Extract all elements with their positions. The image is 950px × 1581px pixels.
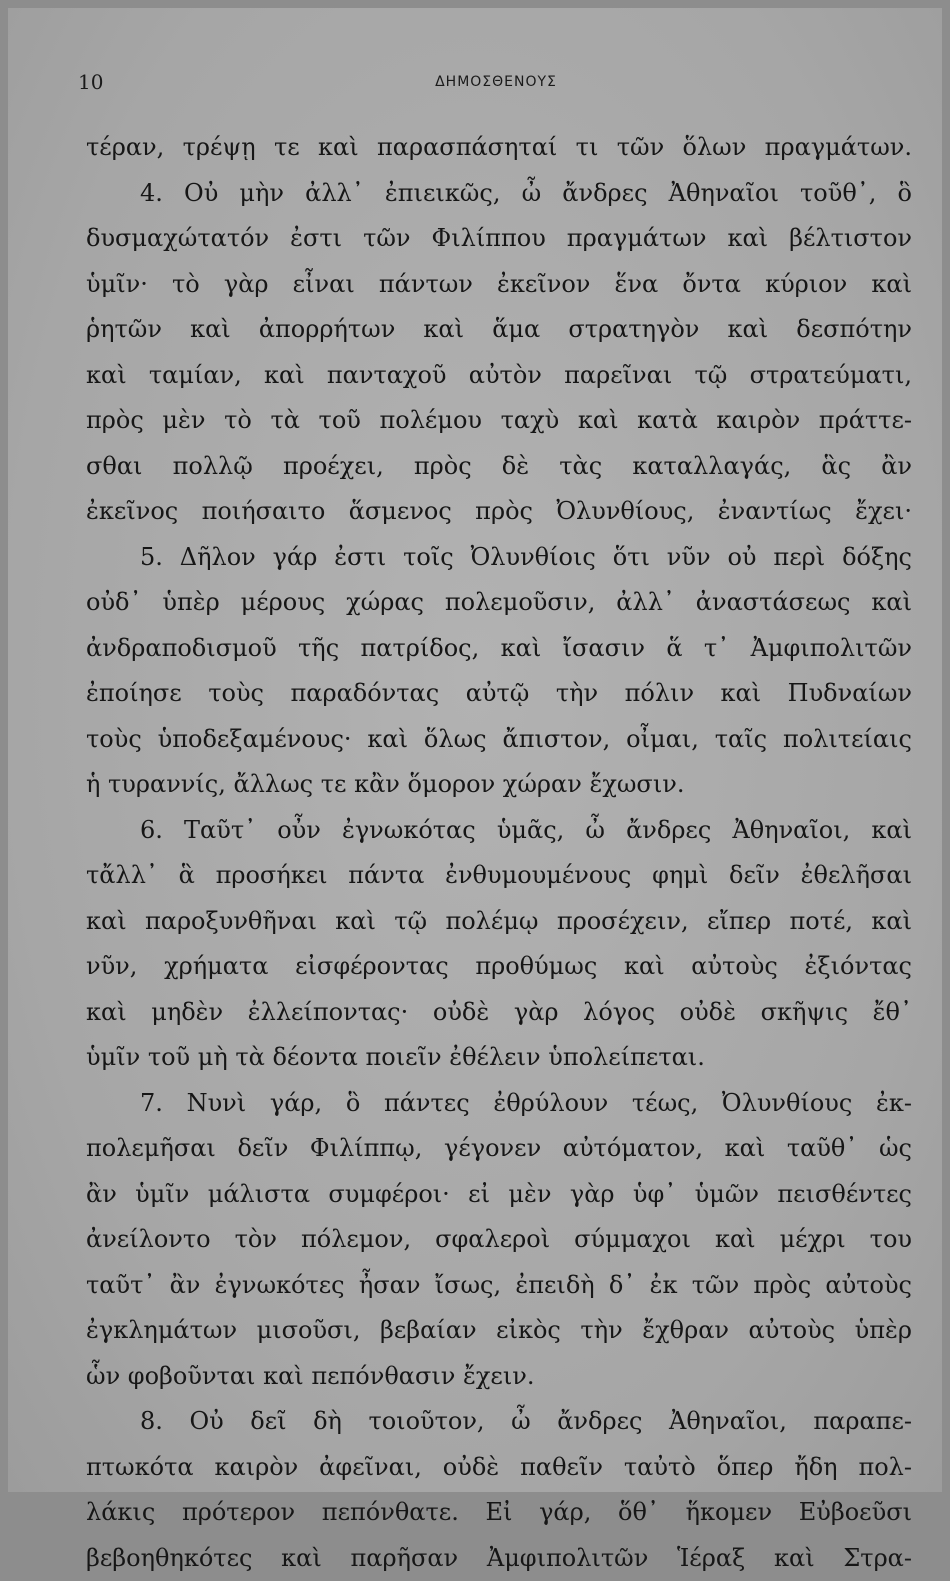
text-line: καὶ ταμίαν, καὶ πανταχοῦ αὐτὸν παρεῖναι τῷ στρατεύματι, xyxy=(86,353,912,399)
text-line: τοὺς ὑποδεξαμένους· καὶ ὅλως ἄπιστον, οἶμαι, ταῖς πολιτείαις xyxy=(86,717,912,763)
running-title: ΔΗΜΟΣΘΕΝΟΥΣ xyxy=(78,74,914,90)
text-line: 7. Νυνὶ γάρ, ὃ πάντες ἐθρύλουν τέως, Ὀλυνθίους ἐκ- xyxy=(86,1081,912,1127)
body-text xyxy=(86,125,912,1581)
text-line: ἐγκλημάτων μισοῦσι, βεβαίαν εἰκὸς τὴν ἔχθραν αὐτοὺς ὑπὲρ xyxy=(86,1308,912,1354)
text-line: πτωκότα καιρὸν ἀφεῖναι, οὐδὲ παθεῖν ταὐτὸ ὅπερ ἤδη πολ- xyxy=(86,1445,912,1491)
text-line: πολεμῆσαι δεῖν Φιλίππῳ, γέγονεν αὐτόματον, καὶ ταῦθ᾽ ὡς xyxy=(86,1126,912,1172)
text-line: καὶ μηδὲν ἐλλείποντας· οὐδὲ γὰρ λόγος οὐδὲ σκῆψις ἔθ᾽ xyxy=(86,990,912,1036)
text-line: ἂν ὑμῖν μάλιστα συμφέροι· εἰ μὲν γὰρ ὑφ᾽ ὑμῶν πεισθέντες xyxy=(86,1172,912,1218)
text-line: ἀνδραποδισμοῦ τῆς πατρίδος, καὶ ἴσασιν ἅ τ᾽ Ἀμφιπολιτῶν xyxy=(86,626,912,672)
text-line: βεβοηθηκότες καὶ παρῆσαν Ἀμφιπολιτῶν Ἱέραξ καὶ Στρα- xyxy=(86,1536,912,1581)
text-line: πρὸς μὲν τὸ τὰ τοῦ πολέμου ταχὺ καὶ κατὰ καιρὸν πράττε- xyxy=(86,398,912,444)
text-line: ὧν φοβοῦνται καὶ πεπόνθασιν ἔχειν. xyxy=(86,1354,912,1400)
page-header xyxy=(78,70,914,100)
text-line: ταῦτ᾽ ἂν ἐγνωκότες ἦσαν ἴσως, ἐπειδὴ δ᾽ ἐκ τῶν πρὸς αὐτοὺς xyxy=(86,1263,912,1309)
text-line: δυσμαχώτατόν ἐστι τῶν Φιλίππου πραγμάτων καὶ βέλτιστον xyxy=(86,216,912,262)
text-line: τἄλλ᾽ ἃ προσήκει πάντα ἐνθυμουμένους φημὶ δεῖν ἐθελῆσαι xyxy=(86,853,912,899)
text-line: ῥητῶν καὶ ἀπορρήτων καὶ ἅμα στρατηγὸν καὶ δεσπότην xyxy=(86,307,912,353)
text-line: ἀνείλοντο τὸν πόλεμον, σφαλεροὶ σύμμαχοι καὶ μέχρι του xyxy=(86,1217,912,1263)
text-line: λάκις πρότερον πεπόνθατε. Εἰ γάρ, ὅθ᾽ ἥκομεν Εὐβοεῦσι xyxy=(86,1490,912,1536)
text-line: 4. Οὐ μὴν ἀλλ᾽ ἐπιεικῶς, ὦ ἄνδρες Ἀθηναῖοι τοῦθ᾽, ὃ xyxy=(86,171,912,217)
text-line: τέραν, τρέψῃ τε καὶ παρασπάσηταί τι τῶν ὅλων πραγμάτων. xyxy=(86,125,912,171)
page-number: 10 xyxy=(78,70,103,94)
text-line: ὑμῖν· τὸ γὰρ εἶναι πάντων ἐκεῖνον ἕνα ὄντα κύριον καὶ xyxy=(86,262,912,308)
text-line: καὶ παροξυνθῆναι καὶ τῷ πολέμῳ προσέχειν, εἴπερ ποτέ, καὶ xyxy=(86,899,912,945)
text-line: σθαι πολλῷ προέχει, πρὸς δὲ τὰς καταλλαγάς, ἃς ἂν xyxy=(86,444,912,490)
book-page xyxy=(8,8,942,1492)
text-line: 6. Ταῦτ᾽ οὖν ἐγνωκότας ὑμᾶς, ὦ ἄνδρες Ἀθηναῖοι, καὶ xyxy=(86,808,912,854)
text-line: ἐποίησε τοὺς παραδόντας αὐτῷ τὴν πόλιν καὶ Πυδναίων xyxy=(86,671,912,717)
text-line: νῦν, χρήματα εἰσφέροντας προθύμως καὶ αὐτοὺς ἐξιόντας xyxy=(86,944,912,990)
text-line: ἐκεῖνος ποιήσαιτο ἅσμενος πρὸς Ὀλυνθίους, ἐναντίως ἔχει· xyxy=(86,489,912,535)
text-line: 8. Οὐ δεῖ δὴ τοιοῦτον, ὦ ἄνδρες Ἀθηναῖοι, παραπε- xyxy=(86,1399,912,1445)
text-line: οὐδ᾽ ὑπὲρ μέρους χώρας πολεμοῦσιν, ἀλλ᾽ ἀναστάσεως καὶ xyxy=(86,580,912,626)
text-line: ὑμῖν τοῦ μὴ τὰ δέοντα ποιεῖν ἐθέλειν ὑπολείπεται. xyxy=(86,1035,912,1081)
text-line: 5. Δῆλον γάρ ἐστι τοῖς Ὀλυνθίοις ὅτι νῦν οὐ περὶ δόξης xyxy=(86,535,912,581)
text-line: ἡ τυραννίς, ἄλλως τε κἂν ὅμορον χώραν ἔχωσιν. xyxy=(86,762,912,808)
